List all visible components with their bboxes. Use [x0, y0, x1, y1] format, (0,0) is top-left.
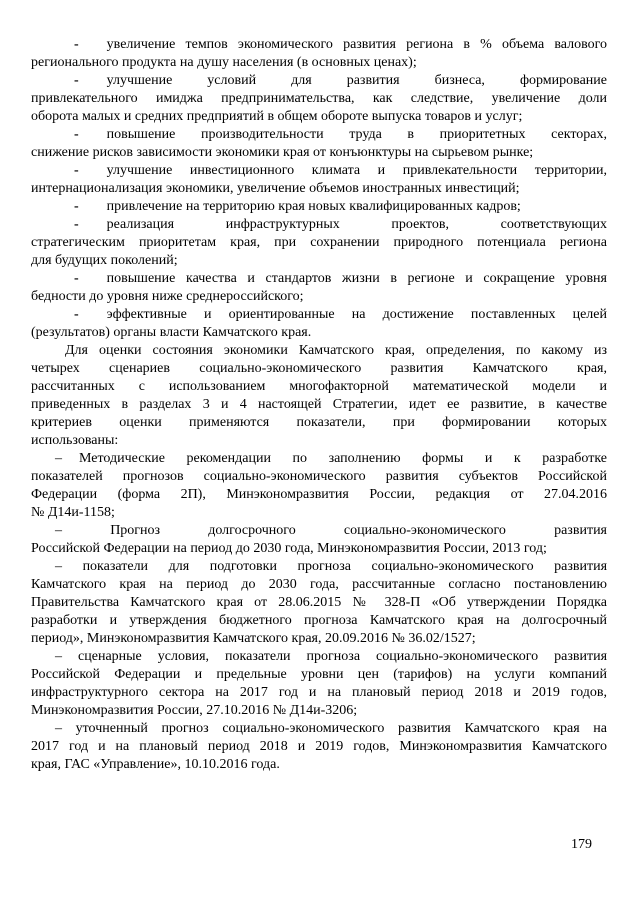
text-line: - эффективные и ориентированные на достижение поставленных целей: [74, 307, 607, 322]
list-item: [31, 198, 607, 216]
list-marker: –: [55, 523, 62, 538]
list-item: [31, 72, 607, 126]
text-line: Федерации (форма 2П), Минэкономразвития России, редакция от 27.04.2016: [31, 487, 607, 502]
text-line: Правительства Камчатского края от 28.06.2015 № 328-П «Об утверждении Порядка: [31, 595, 607, 610]
text-line: приведенных в разделах 3 и 4 настоящей Стратегии, идет ее развитие, в качестве: [31, 397, 607, 412]
list-marker: –: [55, 451, 62, 466]
text-line: - повышение производительности труда в приоритетных секторах,: [74, 127, 607, 142]
text-line: 2017 год и на плановый период 2018 и 2019 годов, Минэкономразвития Камчатского: [31, 739, 607, 754]
text-line: период», Минэкономразвития Камчатского края, 20.09.2016 № 36.02/1527;: [31, 631, 476, 646]
text-line: - привлечение на территорию края новых квалифицированных кадров;: [74, 199, 521, 214]
text-line: - повышение качества и стандартов жизни в регионе и сокращение уровня: [74, 271, 607, 286]
list-item: [31, 450, 607, 522]
text-line: оборота малых и средних предприятий в общем обороте выпуска товаров и услуг;: [31, 109, 523, 124]
text-line: – уточненный прогноз социально-экономического развития Камчатского края на: [55, 721, 607, 736]
text-line: критериев оценки применяются показатели, при формировании которых: [31, 415, 607, 430]
list-item: [31, 306, 607, 342]
text-line: регионального продукта на душу населения (в основных ценах);: [31, 55, 417, 70]
text-line: для будущих поколений;: [31, 253, 178, 268]
text-line: использованы:: [31, 433, 119, 448]
text-line: - реализация инфраструктурных проектов, соответствующих: [74, 217, 607, 232]
text-line: снижение рисков зависимости экономики края от конъюнктуры на сырьевом рынке;: [31, 145, 534, 160]
list-item: [31, 648, 607, 720]
text-line: Российской Федерации на период до 2030 года, Минэкономразвития России, 2013 год;: [31, 541, 547, 556]
text-line: стратегическим приоритетам края, при сохранении природного потенциала региона: [31, 235, 607, 250]
text-line: - улучшение инвестиционного климата и привлекательности территории,: [74, 163, 607, 178]
list-item: [31, 270, 607, 306]
text-line: – показатели для подготовки прогноза социально-экономического развития: [55, 559, 607, 574]
text-line: привлекательного имиджа предпринимательства, как следствие, увеличение доли: [31, 91, 607, 106]
text-line: рассчитанных с использованием многофакторной математической модели и: [31, 379, 607, 394]
text-line: (результатов) органы власти Камчатского края.: [31, 325, 312, 340]
list-marker: -: [74, 127, 79, 142]
list-marker: –: [55, 559, 62, 574]
list-marker: -: [74, 217, 79, 232]
text-line: бедности до уровня ниже среднероссийского;: [31, 289, 304, 304]
text-line: инфраструктурного сектора на 2017 год и на плановый период 2018 и 2019 годов,: [31, 685, 607, 700]
list-marker: -: [74, 73, 79, 88]
text-line: разработки и утверждения бюджетного прогноза Камчатского края на долгосрочный: [31, 613, 607, 628]
text-line: показателей прогнозов социально-экономического развития субъектов Российской: [31, 469, 607, 484]
text-line: – Методические рекомендации по заполнению формы и к разработке: [55, 451, 607, 466]
text-line: четырех сценариев социально-экономического развития Камчатского края,: [31, 361, 607, 376]
text-line: – Прогноз долгосрочного социально-экономического развития: [55, 523, 607, 538]
page-number: 179: [571, 837, 592, 852]
list-marker: -: [74, 307, 79, 322]
text-line: № Д14и-1158;: [31, 505, 115, 520]
list-item: [31, 558, 607, 648]
list-marker: -: [74, 163, 79, 178]
document-body: [31, 36, 607, 774]
text-line: края, ГАС «Управление», 10.10.2016 года.: [31, 757, 280, 772]
list-marker: –: [55, 649, 62, 664]
list-marker: -: [74, 37, 79, 52]
list-marker: -: [74, 271, 79, 286]
text-line: – сценарные условия, показатели прогноза социально-экономического развития: [55, 649, 607, 664]
list-item: [31, 720, 607, 774]
list-item: [31, 162, 607, 198]
text-line: - увеличение темпов экономического развития региона в % объема валового: [74, 37, 607, 52]
list-item: [31, 36, 607, 72]
list-item: [31, 126, 607, 162]
text-line: - улучшение условий для развития бизнеса, формирование: [74, 73, 607, 88]
text-line: Для оценки состояния экономики Камчатского края, определения, по какому из: [65, 343, 607, 358]
list-marker: -: [74, 199, 79, 214]
text-line: Камчатского края на период до 2030 года, рассчитанные согласно постановлению: [31, 577, 607, 592]
text-line: интернационализация экономики, увеличение объемов иностранных инвестиций;: [31, 181, 520, 196]
list-item: [31, 216, 607, 270]
list-item: [31, 522, 607, 558]
text-line: Российской Федерации и предельные уровни цен (тарифов) на услуги компаний: [31, 667, 607, 682]
list-marker: –: [55, 721, 62, 736]
paragraph: [31, 342, 607, 450]
text-line: Минэкономразвития России, 27.10.2016 № Д14и-3206;: [31, 703, 358, 718]
